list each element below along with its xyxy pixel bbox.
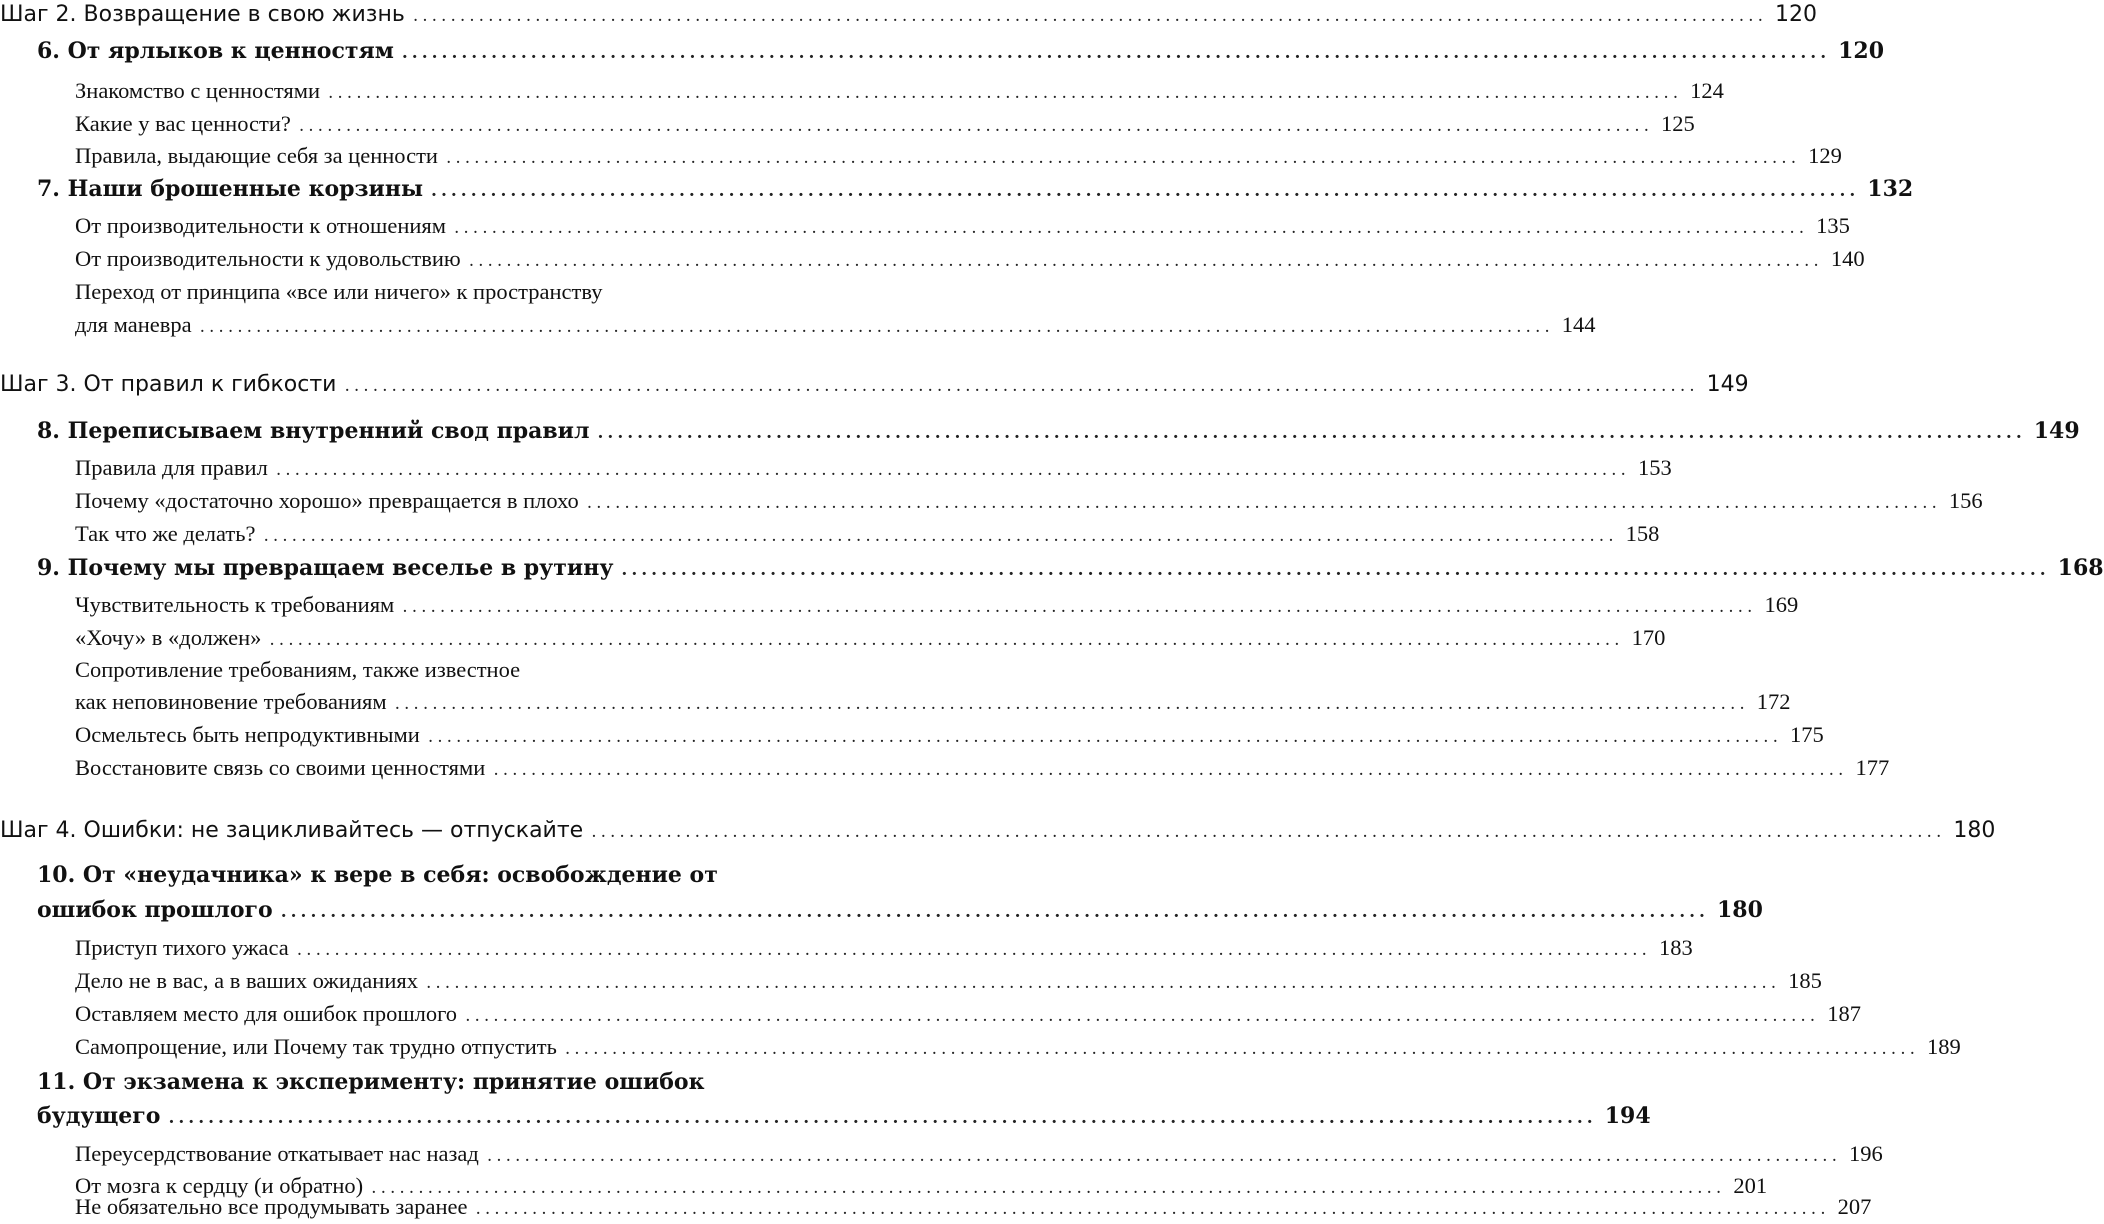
toc-section-title: «Хочу» в «должен» <box>75 625 262 650</box>
toc-page-number: 187 <box>1827 1001 1861 1026</box>
toc-section-title: Самопрощение, или Почему так трудно отпустить <box>75 1034 557 1059</box>
toc-section-title: От мозга к сердцу (и обратно) <box>75 1173 364 1198</box>
toc-section-title: Переход от принципа «все или ничего» к пространству <box>75 279 603 304</box>
toc-page-number: 149 <box>1706 372 1749 397</box>
toc-section-title-continued: как неповиновение требованиям <box>75 689 387 714</box>
toc-chapter-entry <box>37 1103 1651 1129</box>
toc-page-number: 144 <box>1561 312 1596 337</box>
dot-leader: ................................................................................................................................................ <box>402 597 1757 617</box>
dot-leader: ................................................................................................................................................ <box>427 727 1782 747</box>
toc-section-title: Знакомство с ценностями <box>75 78 320 103</box>
toc-page-number: 120 <box>1775 2 1817 27</box>
toc-section-title: Какие у вас ценности? <box>75 111 291 136</box>
toc-page-number: 180 <box>1716 897 1763 923</box>
toc-page-number: 124 <box>1690 78 1724 103</box>
toc-section-entry <box>75 1141 1883 1167</box>
toc-page-number: 158 <box>1625 521 1660 546</box>
dot-leader: ................................................................................................................................................ <box>298 116 1654 136</box>
dot-leader: ................................................................................................................................................ <box>454 218 1809 238</box>
toc-section-title-continued: для маневра <box>75 312 192 337</box>
dot-leader: ................................................................................................................................................ <box>468 251 1823 271</box>
toc-page-number: 196 <box>1849 1141 1883 1166</box>
toc-section-entry <box>75 78 1724 104</box>
toc-chapter-entry <box>37 555 2104 581</box>
dot-leader: ................................................................................................................................................ <box>425 973 1781 993</box>
toc-page-number: 169 <box>1764 592 1799 617</box>
toc-section-entry <box>75 935 1693 961</box>
toc-page-number: 180 <box>1953 818 1996 843</box>
toc-chapter-entry <box>37 38 1885 64</box>
toc-section-entry <box>75 111 1695 137</box>
dot-leader: ................................................................................................................................................ <box>280 902 1709 922</box>
toc-page-number: 172 <box>1756 689 1791 714</box>
toc-page-number: 177 <box>1855 755 1890 780</box>
toc-section-entry <box>75 1194 1872 1220</box>
toc-page-number: 156 <box>1948 488 1983 513</box>
toc-section-entry <box>75 312 1596 338</box>
dot-leader: ................................................................................................................................................ <box>465 1006 1820 1026</box>
toc-section-entry <box>75 213 1850 239</box>
toc-page-number: 140 <box>1830 246 1865 271</box>
toc-chapter-title: 7. Наши брошенные корзины <box>37 176 424 202</box>
toc-section-entry <box>75 722 1824 748</box>
toc-step-entry <box>0 2 1817 27</box>
toc-section-title: От производительности к удовольствию <box>75 246 461 271</box>
toc-page-number: 201 <box>1733 1173 1768 1198</box>
toc-section-entry <box>75 521 1660 547</box>
toc-page-number: 135 <box>1816 213 1850 238</box>
dot-leader: ................................................................................................................................................ <box>168 1108 1597 1128</box>
toc-section-entry <box>75 455 1672 481</box>
toc-step-title: Шаг 2. Возвращение в свою жизнь <box>0 2 405 27</box>
dot-leader: ................................................................................................................................................ <box>296 940 1651 960</box>
toc-section-title: Так что же делать? <box>75 521 256 546</box>
dot-leader: ................................................................................................................................................ <box>263 526 1618 546</box>
toc-page-number: 183 <box>1658 935 1693 960</box>
toc-section-entry <box>75 1034 1961 1060</box>
toc-chapter-title: 8. Переписываем внутренний свод правил <box>37 418 590 444</box>
toc-section-title: Осмельтесь быть непродуктивными <box>75 722 420 747</box>
toc-section-entry <box>75 143 1842 169</box>
dot-leader: ................................................................................................................................................ <box>412 6 1767 26</box>
toc-chapter-entry <box>37 897 1763 923</box>
toc-section-entry <box>75 968 1822 994</box>
dot-leader: ................................................................................................................................................ <box>475 1199 1830 1219</box>
toc-section-title: Дело не в вас, а в ваших ожиданиях <box>75 968 418 993</box>
toc-page-number: 207 <box>1837 1194 1872 1219</box>
toc-page-number: 129 <box>1808 143 1842 168</box>
toc-section-title: Почему «достаточно хорошо» превращается в плохо <box>75 488 579 513</box>
toc-page-number: 149 <box>2033 418 2080 444</box>
toc-section-title: Не обязательно все продумывать заранее <box>75 1194 468 1219</box>
toc-section-title: Оставляем место для ошибок прошлого <box>75 1001 458 1026</box>
toc-section-entry <box>75 1001 1861 1027</box>
toc-section-title: Восстановите связь со своими ценностями <box>75 755 486 780</box>
toc-section-entry <box>75 625 1666 651</box>
dot-leader: ................................................................................................................................................ <box>586 493 1941 513</box>
toc-chapter-title: 10. От «неудачника» к вере в себя: освобождение от <box>37 862 718 888</box>
toc-section-entry <box>75 592 1799 618</box>
toc-chapter-title: 9. Почему мы превращаем веселье в рутину <box>37 555 614 581</box>
dot-leader: ................................................................................................................................................ <box>621 560 2050 580</box>
toc-page-number: 132 <box>1867 176 1914 202</box>
dot-leader: ................................................................................................................................................ <box>401 43 1831 63</box>
toc-chapter-title-continued: ошибок прошлого <box>37 897 273 923</box>
toc-page-number: 194 <box>1604 1103 1651 1129</box>
toc-section-entry <box>75 689 1791 715</box>
toc-page-number: 170 <box>1631 625 1666 650</box>
dot-leader: ................................................................................................................................................ <box>597 423 2026 443</box>
toc-section-entry <box>75 488 1983 514</box>
toc-step-title: Шаг 3. От правил к гибкости <box>0 372 337 397</box>
toc-chapter-title: 11. От экзамена к эксперименту: принятие ошибок <box>37 1069 705 1095</box>
dot-leader: ................................................................................................................................................ <box>564 1039 1920 1059</box>
toc-section-title: Чувствительность к требованиям <box>75 592 395 617</box>
toc-chapter-title-continued: будущего <box>37 1103 161 1129</box>
toc-page-number: 175 <box>1789 722 1824 747</box>
dot-leader: ................................................................................................................................................ <box>591 822 1946 842</box>
dot-leader: ................................................................................................................................................ <box>199 317 1554 337</box>
dot-leader: ................................................................................................................................................ <box>275 460 1630 480</box>
toc-page-number: 185 <box>1788 968 1822 993</box>
dot-leader: ................................................................................................................................................ <box>486 1146 1841 1166</box>
toc-page-number: 189 <box>1927 1034 1961 1059</box>
toc-section-entry <box>75 755 1890 781</box>
dot-leader: ................................................................................................................................................ <box>493 760 1848 780</box>
toc-page-number: 153 <box>1637 455 1672 480</box>
toc-chapter-entry <box>37 418 2080 444</box>
toc-page-number: 120 <box>1838 38 1885 64</box>
dot-leader: ................................................................................................................................................ <box>445 148 1801 168</box>
toc-step-entry <box>0 818 1996 843</box>
dot-leader: ................................................................................................................................................ <box>328 83 1683 103</box>
toc-section-title: От производительности к отношениям <box>75 213 446 238</box>
toc-section-entry <box>75 246 1865 272</box>
toc-chapter-entry <box>37 176 1914 202</box>
toc-section-title: Сопротивление требованиям, также известное <box>75 657 521 682</box>
toc-step-entry <box>0 372 1749 397</box>
toc-page-number: 125 <box>1661 111 1695 136</box>
toc-page-number: 168 <box>2057 555 2104 581</box>
toc-section-title: Приступ тихого ужаса <box>75 935 289 960</box>
toc-step-title: Шаг 4. Ошибки: не зацикливайтесь — отпускайте <box>0 818 584 843</box>
toc-chapter-title: 6. От ярлыков к ценностям <box>37 38 394 64</box>
dot-leader: ................................................................................................................................................ <box>431 181 1860 201</box>
dot-leader: ................................................................................................................................................ <box>344 376 1699 396</box>
toc-section-title: Правила для правил <box>75 455 268 480</box>
dot-leader: ................................................................................................................................................ <box>269 630 1624 650</box>
dot-leader: ................................................................................................................................................ <box>371 1178 1726 1198</box>
dot-leader: ................................................................................................................................................ <box>394 694 1749 714</box>
toc-section-title: Переусердствование откатывает нас назад <box>75 1141 479 1166</box>
toc-section-title: Правила, выдающие себя за ценности <box>75 143 438 168</box>
